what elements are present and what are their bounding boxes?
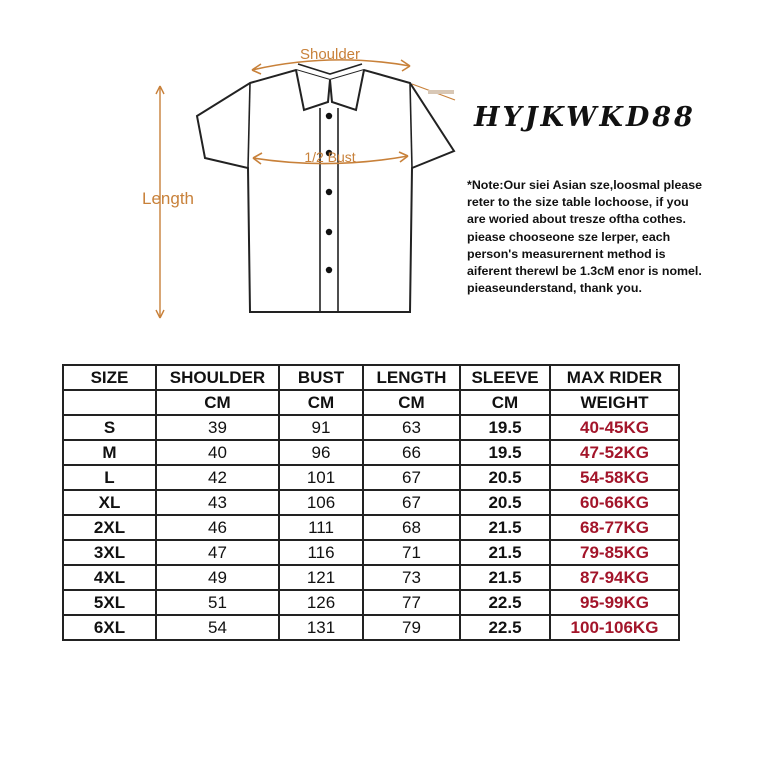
- table-row: [63, 615, 679, 640]
- note-line: are woried about tresze oftha cothes.: [467, 212, 686, 227]
- length-label: Length: [142, 189, 194, 208]
- note-line: reter to the size table lochoose, if you: [467, 195, 689, 210]
- cell-sleeve: 21.5: [460, 565, 550, 590]
- cell-length: 77: [363, 590, 460, 615]
- shirt-diagram: [0, 0, 470, 340]
- size-note: [467, 177, 752, 297]
- unit-shoulder: CM: [156, 390, 279, 415]
- cell-sleeve: 21.5: [460, 515, 550, 540]
- cell-weight: 79-85KG: [550, 540, 679, 565]
- note-line: *Note:Our siei Asian sze,loosmal please: [467, 178, 703, 192]
- cell-bust: 121: [279, 565, 363, 590]
- table-row: [63, 590, 679, 615]
- cell-weight: 87-94KG: [550, 565, 679, 590]
- cell-weight: 68-77KG: [550, 515, 679, 540]
- cell-shoulder: 54: [156, 615, 279, 640]
- unit-bust: CM: [279, 390, 363, 415]
- cell-size: XL: [63, 490, 156, 515]
- cell-size: M: [63, 440, 156, 465]
- brand-name: HYJKWKD88: [474, 102, 696, 133]
- cell-sleeve: 20.5: [460, 465, 550, 490]
- shoulder-label: Shoulder: [299, 46, 361, 63]
- unit-weight: WEIGHT: [550, 390, 679, 415]
- cell-bust: 131: [279, 615, 363, 640]
- header-max-rider: MAX RIDER: [550, 365, 679, 390]
- cell-shoulder: 42: [156, 465, 279, 490]
- cell-shoulder: 46: [156, 515, 279, 540]
- bust-label: 1/2 Bust: [304, 149, 356, 165]
- header-length: LENGTH: [363, 365, 460, 390]
- cell-shoulder: 47: [156, 540, 279, 565]
- note-line: aiferent therewl be 1.3cM enor is nomel.: [467, 264, 702, 279]
- cell-weight: 60-66KG: [550, 490, 679, 515]
- size-table: [62, 364, 680, 641]
- cell-bust: 91: [279, 415, 363, 440]
- cell-size: 2XL: [63, 515, 156, 540]
- note-line: pieaseunderstand, thank you.: [467, 281, 642, 296]
- cell-size: 3XL: [63, 540, 156, 565]
- shirt-button: [326, 113, 332, 119]
- table-unit-row: [63, 390, 679, 415]
- table-row: [63, 565, 679, 590]
- note-line: person's measurernent method is: [467, 246, 666, 261]
- cell-sleeve: 21.5: [460, 540, 550, 565]
- cell-weight: 40-45KG: [550, 415, 679, 440]
- cell-weight: 54-58KG: [550, 465, 679, 490]
- table-header-row: [63, 365, 679, 390]
- header-size: SIZE: [63, 365, 156, 390]
- cell-length: 68: [363, 515, 460, 540]
- cell-bust: 101: [279, 465, 363, 490]
- header-sleeve: SLEEVE: [460, 365, 550, 390]
- cell-length: 63: [363, 415, 460, 440]
- cell-shoulder: 40: [156, 440, 279, 465]
- cell-weight: 95-99KG: [550, 590, 679, 615]
- cell-bust: 111: [279, 515, 363, 540]
- table-row: [63, 490, 679, 515]
- note-line: piease chooseone sze lerper, each: [467, 229, 671, 244]
- cell-sleeve: 22.5: [460, 615, 550, 640]
- table-row: [63, 415, 679, 440]
- cell-shoulder: 43: [156, 490, 279, 515]
- cell-length: 73: [363, 565, 460, 590]
- cell-size: S: [63, 415, 156, 440]
- cell-sleeve: 20.5: [460, 490, 550, 515]
- header-bust: BUST: [279, 365, 363, 390]
- cell-weight: 100-106KG: [550, 615, 679, 640]
- header-shoulder: SHOULDER: [156, 365, 279, 390]
- cell-weight: 47-52KG: [550, 440, 679, 465]
- unit-length: CM: [363, 390, 460, 415]
- table-row: [63, 465, 679, 490]
- cell-size: 5XL: [63, 590, 156, 615]
- table-row: [63, 440, 679, 465]
- cell-shoulder: 51: [156, 590, 279, 615]
- cell-size: L: [63, 465, 156, 490]
- table-row: [63, 515, 679, 540]
- cell-sleeve: 19.5: [460, 415, 550, 440]
- cell-shoulder: 49: [156, 565, 279, 590]
- cell-bust: 96: [279, 440, 363, 465]
- cell-bust: 116: [279, 540, 363, 565]
- cell-bust: 126: [279, 590, 363, 615]
- cell-sleeve: 19.5: [460, 440, 550, 465]
- cell-size: 4XL: [63, 565, 156, 590]
- cell-size: 6XL: [63, 615, 156, 640]
- cell-length: 66: [363, 440, 460, 465]
- cell-sleeve: 22.5: [460, 590, 550, 615]
- unit-sleeve: CM: [460, 390, 550, 415]
- table-row: [63, 540, 679, 565]
- unit-size: [63, 390, 156, 415]
- cell-bust: 106: [279, 490, 363, 515]
- cell-length: 71: [363, 540, 460, 565]
- size-table-wrapper: [62, 364, 680, 641]
- shirt-outline: [197, 70, 454, 312]
- cell-length: 67: [363, 465, 460, 490]
- cell-shoulder: 39: [156, 415, 279, 440]
- cell-length: 67: [363, 490, 460, 515]
- cell-length: 79: [363, 615, 460, 640]
